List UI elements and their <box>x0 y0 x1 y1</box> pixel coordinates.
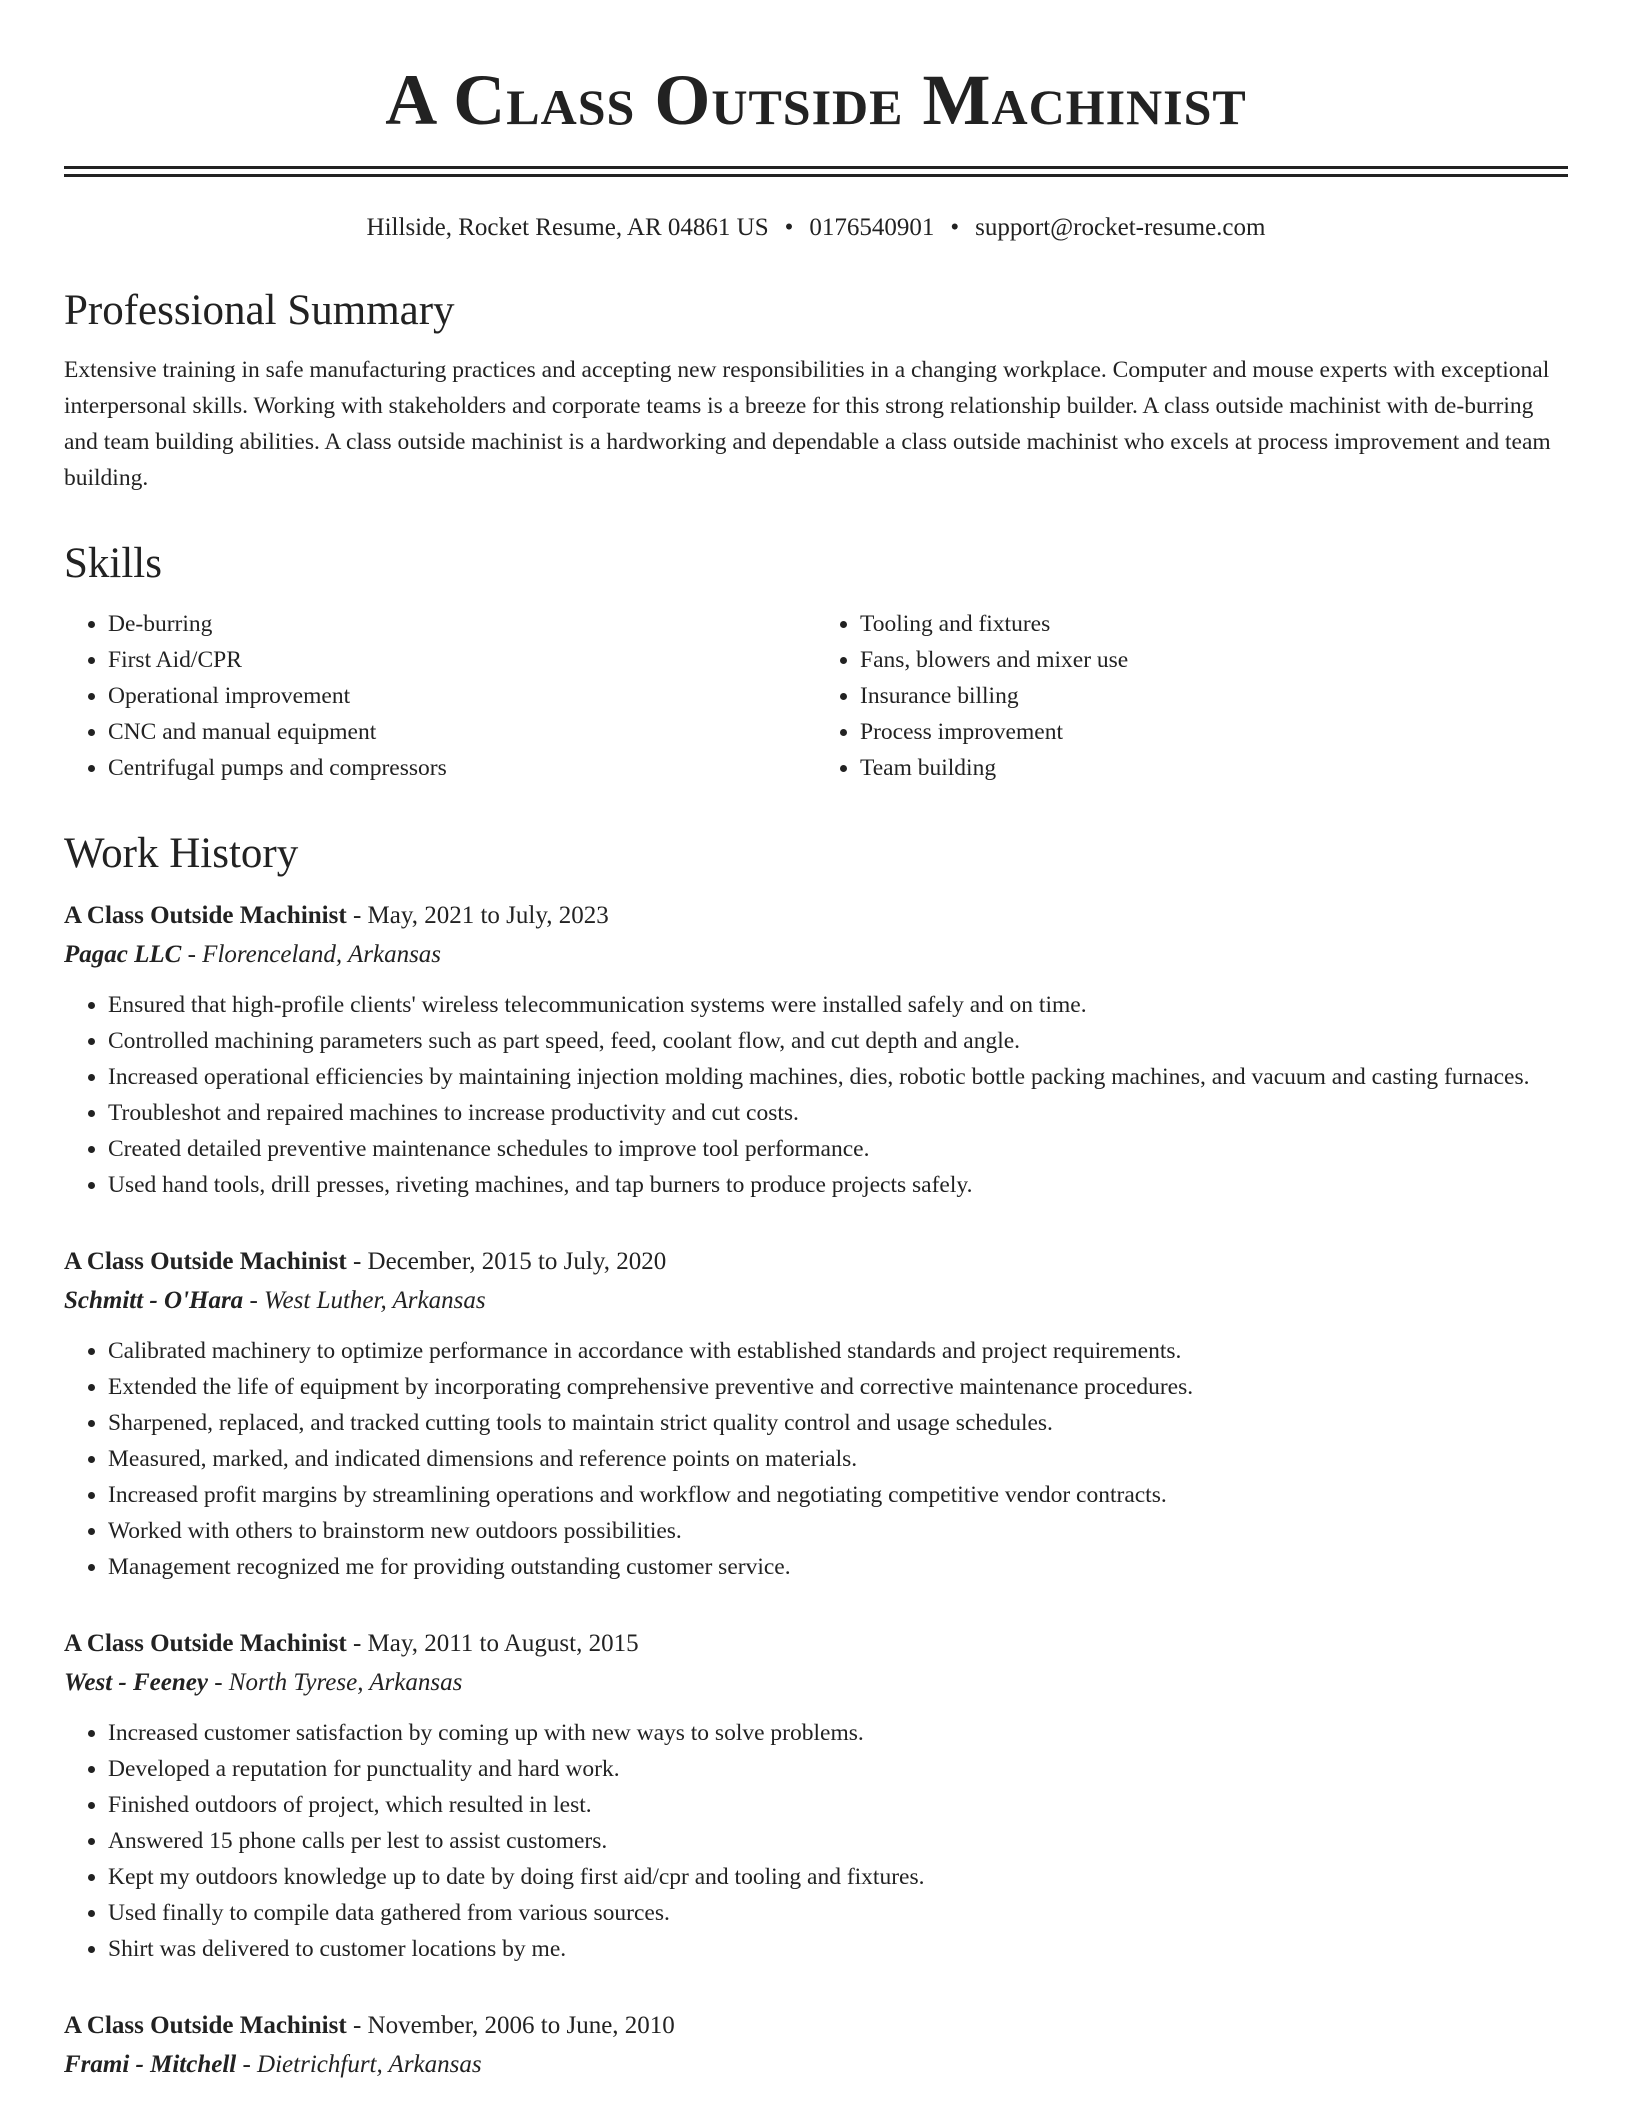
job-bullet: • Answered 15 phone calls per lest to assist customers. <box>108 1823 1568 1859</box>
job-bullet: • Finished outdoors of project, which resulted in lest. <box>108 1787 1568 1823</box>
job-bullet: • Extended the life of equipment by incorporating comprehensive preventive and corrective maintenance procedures. <box>108 1369 1568 1405</box>
job-bullet: • Troubleshot and repaired machines to increase productivity and cut costs. <box>108 1095 1568 1131</box>
skills-column-right <box>816 606 1568 786</box>
job-company: West - Feeney <box>64 1668 208 1696</box>
summary-text: Extensive training in safe manufacturing practices and accepting new responsibilities in a changing workplace. Computer and mouse experts with exceptional interpersonal skills. Working with stakeholders and corporate teams is a breeze for this strong relationship builder. A class outside machinist with de-burring and team building abilities. A class outside machinist is a hardworking and dependable a class outside machinist who excels at process improvement and team building. <box>64 357 1551 492</box>
job-bullet: • Created detailed preventive maintenance schedules to improve tool performance. <box>108 1131 1568 1167</box>
job-title: A Class Outside Machinist <box>64 1247 347 1275</box>
job-location: - Florenceland, Arkansas <box>181 940 442 968</box>
job-company-line <box>64 935 1568 975</box>
job-company-line <box>64 1281 1568 1321</box>
job-bullet: • Ensured that high-profile clients' wireless telecommunication systems were installed safely and on time. <box>108 987 1568 1023</box>
job-bullet: • Worked with others to brainstorm new outdoors possibilities. <box>108 1513 1568 1549</box>
job-entry <box>64 897 1568 1203</box>
resume-name: A Class Outside Machinist <box>385 60 1247 140</box>
job-bullets <box>64 1715 1568 1967</box>
contact-separator: • <box>784 214 794 241</box>
skill-item: • Fans, blowers and mixer use <box>860 642 1568 678</box>
job-bullet: • Sharpened, replaced, and tracked cutting tools to maintain strict quality control and usage schedules. <box>108 1405 1568 1441</box>
job-bullet: • Developed a reputation for punctuality and hard work. <box>108 1751 1568 1787</box>
job-company: Frami - Mitchell <box>64 2050 237 2078</box>
job-bullet: • Kept my outdoors knowledge up to date by doing first aid/cpr and tooling and fixtures. <box>108 1859 1568 1895</box>
job-bullet: • Increased customer satisfaction by coming up with new ways to solve problems. <box>108 1715 1568 1751</box>
job-bullet: • Increased operational efficiencies by maintaining injection molding machines, dies, robotic bottle packing machines, and vacuum and casting furnaces. <box>108 1059 1568 1095</box>
job-company: Pagac LLC <box>64 940 182 968</box>
summary-heading: Professional Summary <box>64 287 455 334</box>
skill-item: • Process improvement <box>860 714 1568 750</box>
skill-item: • Team building <box>860 750 1568 786</box>
contact-address: Hillside, Rocket Resume, AR 04861 US <box>366 214 769 241</box>
job-company-line <box>64 2045 1568 2085</box>
contact-separator: • <box>950 214 960 241</box>
job-title-line <box>64 1625 1568 1663</box>
job-bullet: • Calibrated machinery to optimize performance in accordance with established standards and project requirements. <box>108 1333 1568 1369</box>
job-location: - West Luther, Arkansas <box>243 1286 486 1314</box>
skills-list <box>64 606 1568 786</box>
job-bullet: • Controlled machining parameters such as part speed, feed, coolant flow, and cut depth and angle. <box>108 1023 1568 1059</box>
job-title: A Class Outside Machinist <box>64 2011 347 2039</box>
job-bullet: • Increased profit margins by streamlining operations and workflow and negotiating competitive vendor contracts. <box>108 1477 1568 1513</box>
job-bullet: • Used finally to compile data gathered from various sources. <box>108 1895 1568 1931</box>
contact-line <box>64 213 1568 243</box>
skill-item: • Centrifugal pumps and compressors <box>108 750 816 786</box>
job-bullet: • Used hand tools, drill presses, riveting machines, and tap burners to produce projects safely. <box>108 1167 1568 1203</box>
job-title: A Class Outside Machinist <box>64 901 347 929</box>
header-double-rule <box>64 166 1568 177</box>
job-dates: - December, 2015 to July, 2020 <box>346 1247 667 1275</box>
job-bullets <box>64 1333 1568 1585</box>
job-entry <box>64 2007 1568 2085</box>
job-entry <box>64 1243 1568 1585</box>
skills-column-left <box>64 606 816 786</box>
job-company-line <box>64 1663 1568 1703</box>
job-bullets <box>64 987 1568 1203</box>
skill-item: • De-burring <box>108 606 816 642</box>
job-bullet: • Management recognized me for providing outstanding customer service. <box>108 1549 1568 1585</box>
job-title-line <box>64 2007 1568 2045</box>
contact-email: support@rocket-resume.com <box>975 214 1266 241</box>
contact-phone: 0176540901 <box>809 214 935 241</box>
job-title-line <box>64 897 1568 935</box>
job-location: - Dietrichfurt, Arkansas <box>236 2050 482 2078</box>
job-bullet: • Measured, marked, and indicated dimensions and reference points on materials. <box>108 1441 1568 1477</box>
skills-heading: Skills <box>64 540 162 588</box>
job-location: - North Tyrese, Arkansas <box>207 1668 463 1696</box>
skill-item: • Operational improvement <box>108 678 816 714</box>
skill-item: • Tooling and fixtures <box>860 606 1568 642</box>
job-dates: - November, 2006 to June, 2010 <box>346 2011 675 2039</box>
skill-item: • CNC and manual equipment <box>108 714 816 750</box>
work-history-heading: Work History <box>64 829 299 877</box>
job-bullet: • Shirt was delivered to customer locations by me. <box>108 1931 1568 1967</box>
job-title-line <box>64 1243 1568 1281</box>
job-title: A Class Outside Machinist <box>64 1629 347 1657</box>
job-entry <box>64 1625 1568 1967</box>
job-company: Schmitt - O'Hara <box>64 1286 244 1314</box>
skill-item: • Insurance billing <box>860 678 1568 714</box>
job-dates: - May, 2011 to August, 2015 <box>346 1629 639 1657</box>
skill-item: • First Aid/CPR <box>108 642 816 678</box>
job-dates: - May, 2021 to July, 2023 <box>346 901 609 929</box>
